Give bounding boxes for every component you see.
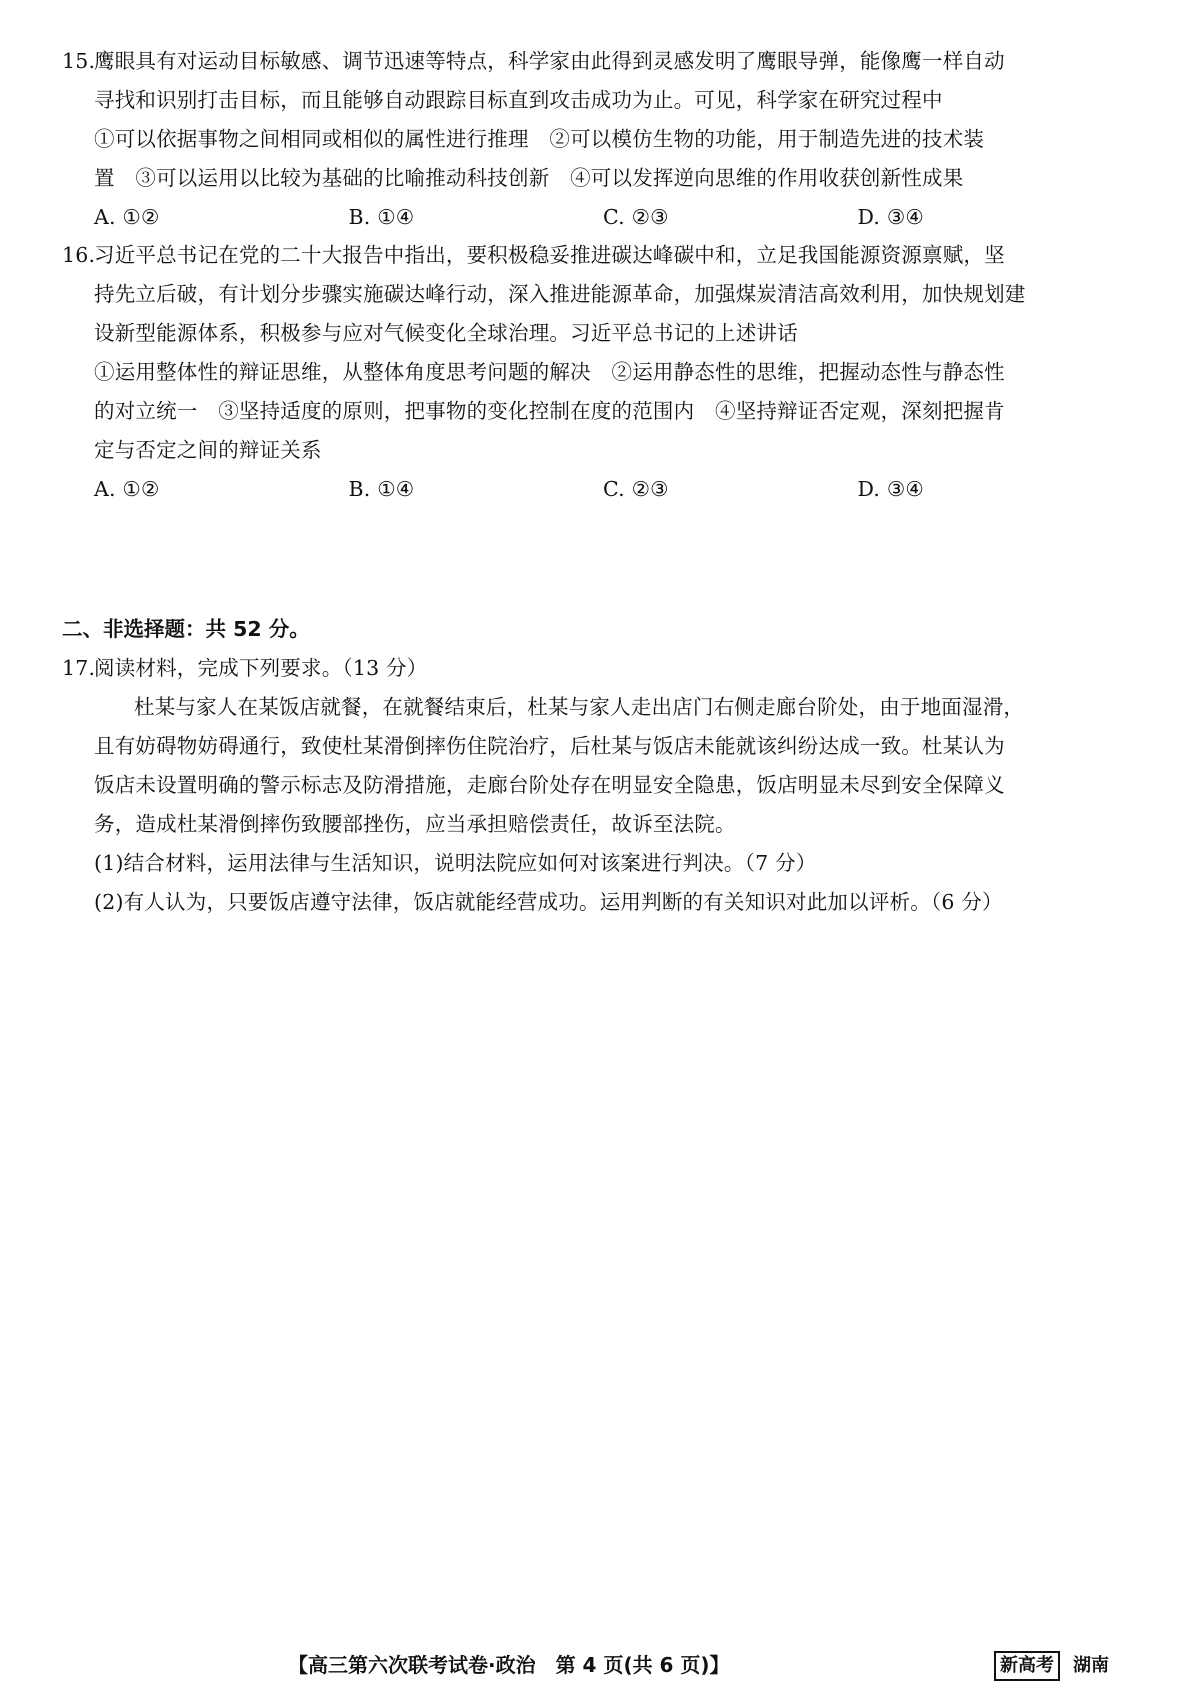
q17-subquestion-2: (2)有人认为，只要饭店遵守法律，饭店就能经营成功。运用判断的有关知识对此加以评析。（6 分） bbox=[94, 890, 1003, 914]
q17-material-line3: 饭店未设置明确的警示标志及防滑措施，走廊台阶处存在明显安全隐患，饭店明显未尽到安全保障义 bbox=[94, 773, 1005, 797]
page-footer bbox=[0, 1647, 1200, 1683]
q15-stem-line2: 寻找和识别打击目标，而且能够自动跟踪目标直到攻击成功为止。可见，科学家在研究过程中 bbox=[94, 88, 943, 112]
q16-option-b[interactable]: B. ①④ bbox=[348, 477, 415, 501]
q17-material-line1: 杜某与家人在某饭店就餐，在就餐结束后，杜某与家人走出店门右侧走廊台阶处，由于地面湿滑， bbox=[134, 695, 1025, 719]
section-2-heading: 二、非选择题：共 52 分。 bbox=[62, 617, 310, 641]
q17-material-line2: 且有妨碍物妨碍通行，致使杜某滑倒摔伤住院治疗，后杜某与饭店未能就该纠纷达成一致。杜某认为 bbox=[94, 734, 1005, 758]
q16-option-c[interactable]: C. ②③ bbox=[603, 477, 669, 501]
q15-stem-line1: 15.鹰眼具有对运动目标敏感、调节迅速等特点，科学家由此得到灵感发明了鹰眼导弹，能像鹰一样自动 bbox=[62, 42, 1112, 81]
q15-options bbox=[62, 198, 1112, 237]
q17-number: 17. bbox=[62, 656, 96, 680]
q16-stem-line2: 持先立后破，有计划分步骤实施碳达峰行动，深入推进能源革命，加强煤炭清洁高效利用，加快规划建 bbox=[94, 282, 1026, 306]
question-17 bbox=[62, 649, 1112, 922]
footer-title: 【高三第六次联考试卷·政治 第 4 页(共 6 页)】 bbox=[288, 1653, 730, 1677]
question-16 bbox=[62, 236, 1112, 509]
q16-items-line1: ①运用整体性的辩证思维，从整体角度思考问题的解决 ②运用静态性的思维，把握动态性与静态性 bbox=[94, 360, 1005, 384]
q16-number: 16. bbox=[62, 243, 96, 267]
region-label: 湖南 bbox=[1073, 1655, 1109, 1676]
q16-stem-line1: 16.习近平总书记在党的二十大报告中指出，要积极稳妥推进碳达峰碳中和，立足我国能源资源禀赋，坚 bbox=[62, 236, 1112, 275]
q16-options bbox=[62, 470, 1112, 509]
q16-items-line2: 的对立统一 ③坚持适度的原则，把事物的变化控制在度的范围内 ④坚持辩证否定观，深刻把握肯 bbox=[94, 399, 1005, 423]
q16-items-line3: 定与否定之间的辩证关系 bbox=[94, 438, 322, 462]
q15-number: 15. bbox=[62, 49, 96, 73]
q17-material-line4: 务，造成杜某滑倒摔伤致腰部挫伤，应当承担赔偿责任，故诉至法院。 bbox=[94, 812, 736, 836]
q15-option-a[interactable]: A. ①② bbox=[94, 205, 160, 229]
q17-stem: 17.阅读材料，完成下列要求。（13 分） bbox=[62, 649, 1112, 688]
q16-stem-line3: 设新型能源体系，积极参与应对气候变化全球治理。习近平总书记的上述讲话 bbox=[94, 321, 798, 345]
q15-option-c[interactable]: C. ②③ bbox=[603, 205, 669, 229]
q17-subquestion-1: (1)结合材料，运用法律与生活知识，说明法院应如何对该案进行判决。（7 分） bbox=[94, 851, 817, 875]
q15-option-d[interactable]: D. ③④ bbox=[857, 205, 924, 229]
exam-type-badge: 新高考 bbox=[994, 1651, 1060, 1681]
q15-items-line1: ①可以依据事物之间相同或相似的属性进行推理 ②可以模仿生物的功能，用于制造先进的技术装 bbox=[94, 127, 985, 151]
question-15 bbox=[62, 42, 1112, 237]
q16-option-d[interactable]: D. ③④ bbox=[857, 477, 924, 501]
q16-option-a[interactable]: A. ①② bbox=[94, 477, 160, 501]
q15-option-b[interactable]: B. ①④ bbox=[348, 205, 415, 229]
q15-items-line2: 置 ③可以运用以比较为基础的比喻推动科技创新 ④可以发挥逆向思维的作用收获创新性成果 bbox=[94, 166, 964, 190]
